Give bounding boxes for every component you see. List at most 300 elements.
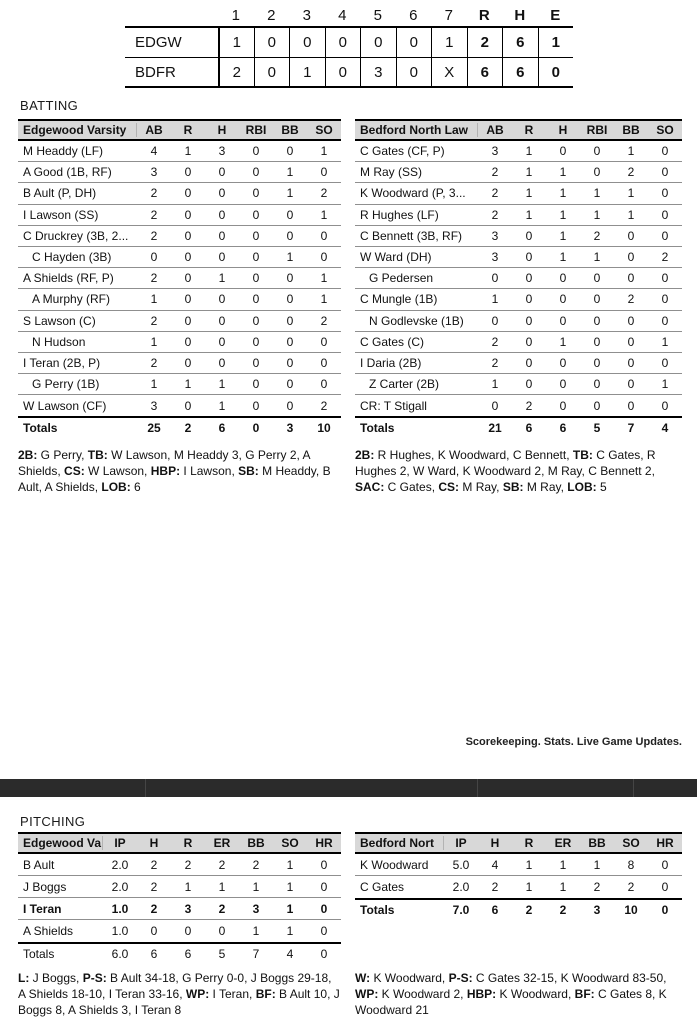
player-row [18,898,341,920]
stat-cell: 0 [627,377,635,392]
stat-cell: 7.0 [452,903,470,917]
player-row [18,395,341,416]
linescore-header-spacer [125,4,218,26]
stat-cell: 2 [150,901,158,916]
note-label: SB: [502,480,524,494]
stat-cell: 1 [286,924,294,938]
stat-cell: 0 [184,313,192,328]
stat-cell: 3 [286,421,294,436]
team-name-header: Bedford North Law [355,123,478,137]
player-name: I Teran [23,901,62,916]
stat-cell: 2 [491,334,499,349]
note-label: HBP: [150,464,181,478]
stat-cell: 0 [491,313,499,328]
score-cell: 0 [538,58,574,86]
stat-cell: 2 [627,880,635,894]
stat-cell: 1 [593,857,601,872]
linescore-team-row [125,28,573,57]
stat-cell: 1 [184,879,192,894]
inning-header-cell: 3 [302,6,311,24]
stat-cell: 1 [525,880,533,894]
stat-cell: 1 [286,857,294,872]
stat-cell: 10 [624,903,638,917]
stat-cell: 0 [525,271,533,286]
stat-cell: 2 [320,186,328,201]
stat-cell: 0 [252,355,260,370]
score-cell: X [431,58,467,86]
stat-cell: 1 [320,144,328,159]
stat-cell: 0 [559,355,567,370]
inning-header-cell: R [478,6,490,24]
player-name: A Good (1B, RF) [23,165,112,180]
stat-cell: 0 [286,313,294,328]
stat-cell: 0 [286,271,294,286]
column-header-bb: BB [247,836,265,850]
score-cell: 2 [467,28,503,57]
stat-cell: 2 [150,879,158,894]
stat-cell: 0 [525,250,533,265]
stat-cell: 1 [593,250,601,265]
linescore-team-row [125,57,573,86]
stat-cell: 0 [661,313,669,328]
player-name: B Ault [23,857,55,872]
stat-cell: 0 [320,228,328,243]
stat-cell: 0 [218,165,226,180]
stat-cell: 0 [661,880,669,894]
stat-cell: 2 [184,421,192,436]
column-header-h: H [217,123,227,137]
stat-cell: 2.0 [111,857,129,872]
stat-cell: 2 [218,857,226,872]
linescore-table [125,4,573,88]
batting-section-title: BATTING [20,98,79,113]
stat-cell: 5.0 [452,857,470,872]
note-label: 2B: [18,448,38,462]
stat-cell: 2 [150,355,158,370]
score-cell: 6 [502,58,538,86]
stat-cell: 0 [661,271,669,286]
player-row [18,289,341,310]
player-row [18,332,341,353]
inning-header-cell: 1 [231,6,240,24]
column-header-r: R [524,123,534,137]
note-label: LOB: [567,480,597,494]
stat-cell: 1.0 [111,901,129,916]
player-row [355,311,682,332]
stat-cell: 0 [320,857,328,872]
stat-cell: 2 [491,355,499,370]
note-label: CS: [64,464,85,478]
stat-cell: 0 [593,313,601,328]
column-header-r: R [183,836,193,850]
score-cell: 3 [360,58,396,86]
table-header-row [355,119,682,141]
stat-cell: 0 [320,879,328,894]
divider-bar [0,779,697,797]
player-row [355,141,682,162]
stat-cell: 0 [525,377,533,392]
stat-cell: 1 [559,186,567,201]
column-header-h: H [558,123,568,137]
score-cell: 0 [254,28,290,57]
stat-cell: 0 [320,901,328,916]
stat-cell: 0 [252,292,260,307]
stat-cell: 0 [627,355,635,370]
player-row [18,226,341,247]
stat-cell: 0 [218,250,226,265]
stat-cell: 0 [252,271,260,286]
player-name: CR: T Stigall [360,398,427,413]
team-abbr: BDFR [135,63,176,81]
stat-cell: 1 [661,334,669,349]
stat-cell: 1 [661,377,669,392]
stat-cell: 0 [661,228,669,243]
player-name: A Murphy (RF) [32,292,111,307]
inning-header-cell: 6 [409,6,418,24]
stat-cell: 10 [317,421,331,436]
stat-cell: 3 [218,144,226,159]
inning-header-cell: H [514,6,526,24]
pitching-table-away [18,832,341,964]
player-name: G Perry (1B) [32,377,100,392]
stat-cell: 0 [661,903,669,917]
stat-cell: 0 [661,292,669,307]
stat-cell: 0 [559,377,567,392]
note-label: BF: [574,987,595,1001]
score-cell: 0 [360,28,396,57]
stat-cell: 0 [525,228,533,243]
totals-row [355,416,682,438]
stat-cell: 6.0 [111,947,129,961]
stat-cell: 2 [593,228,601,243]
stat-cell: 0 [252,144,260,159]
stat-cell: 0 [252,250,260,265]
score-cell: 0 [289,28,325,57]
player-name: C Hayden (3B) [32,250,112,265]
stat-cell: 1 [593,186,601,201]
stat-cell: 1 [320,271,328,286]
player-name: I Teran (2B, P) [23,355,101,370]
stat-cell: 1 [559,334,567,349]
player-row [18,268,341,289]
stat-cell: 0 [320,165,328,180]
stat-cell: 1 [150,334,158,349]
stat-cell: 3 [150,165,158,180]
divider-seam [633,779,634,797]
stat-cell: 1 [559,250,567,265]
stat-cell: 1 [252,879,260,894]
inning-header-cell: 2 [267,6,276,24]
note-label: LOB: [101,480,131,494]
stat-cell: 1 [150,292,158,307]
stat-cell: 1 [627,144,635,159]
stat-cell: 0 [184,924,192,938]
column-header-hr: HR [315,836,333,850]
player-name: J Boggs [23,879,67,894]
stat-cell: 0 [286,377,294,392]
note-label: W: [355,971,371,985]
note-label: TB: [572,448,593,462]
player-row [18,920,341,942]
stat-cell: 2 [627,292,635,307]
column-header-so: SO [315,123,333,137]
column-header-hr: HR [656,836,674,850]
stat-cell: 0 [218,355,226,370]
stat-cell: 0 [593,165,601,180]
player-name: R Hughes (LF) [360,207,439,222]
note-label: CS: [438,480,460,494]
stat-cell: 0 [627,398,635,413]
stat-cell: 0 [491,398,499,413]
stat-cell: 1 [218,879,226,894]
player-row [355,374,682,395]
stat-cell: 1 [559,228,567,243]
stat-cell: 3 [150,398,158,413]
stat-cell: 3 [491,144,499,159]
stat-cell: 25 [147,421,161,436]
stat-cell: 1 [559,207,567,222]
stat-cell: 0 [184,250,192,265]
column-header-bb: BB [622,123,640,137]
stat-cell: 0 [184,228,192,243]
stat-cell: 1 [491,377,499,392]
table-header-row [18,832,341,854]
stat-cell: 0 [184,207,192,222]
stat-cell: 1 [184,377,192,392]
pitching-notes-away: L: J Boggs, P-S: B Ault 34-18, G Perry 0-0, J Boggs 29-18, A Shields 18-10, I Teran 33-16, WP: I Teran, BF: B Ault 10, J Boggs 8, A Shields 3, I Teran 8 [18,971,340,1017]
stat-cell: 0 [661,144,669,159]
stat-cell: 0 [252,165,260,180]
totals-row [18,416,341,438]
stat-cell: 0 [491,271,499,286]
stat-cell: 0 [252,421,260,436]
stat-cell: 0 [627,271,635,286]
player-name: S Lawson (C) [23,313,96,328]
stat-cell: 2 [320,313,328,328]
stat-cell: 2 [491,165,499,180]
player-name: K Woodward (P, 3... [360,186,466,201]
pitching-table-home [355,832,682,920]
stat-cell: 0 [525,355,533,370]
score-cell: 0 [396,28,432,57]
stat-cell: 1 [320,207,328,222]
stat-cell: 0 [559,313,567,328]
player-name: C Druckrey (3B, 2... [23,228,129,243]
stat-cell: 0 [184,186,192,201]
stat-cell: 0 [525,313,533,328]
score-cell: 0 [396,58,432,86]
column-header-bb: BB [588,836,606,850]
column-header-so: SO [622,836,640,850]
stat-cell: 2 [491,207,499,222]
stat-cell: 0 [184,165,192,180]
stat-cell: 1 [150,377,158,392]
stat-cell: 0 [218,292,226,307]
player-row [18,374,341,395]
player-row [355,854,682,876]
stat-cell: 0 [184,292,192,307]
stat-cell: 0 [593,292,601,307]
inning-header-cell: 7 [444,6,453,24]
player-name: N Godlevske (1B) [369,313,464,328]
stat-cell: 1 [218,398,226,413]
divider-seam [477,779,478,797]
stat-cell: 0 [252,377,260,392]
stat-cell: 2.0 [111,879,129,894]
stat-cell: 3 [184,901,192,916]
stat-cell: 0 [593,334,601,349]
totals-row [355,898,682,920]
note-label: TB: [87,448,108,462]
team-name-header: Edgewood Va [18,836,103,850]
column-header-rbi: RBI [245,123,267,137]
note-label: P-S: [82,971,107,985]
stat-cell: 2 [627,165,635,180]
totals-row [18,942,341,964]
stat-cell: 0 [252,334,260,349]
stat-cell: 1 [491,292,499,307]
score-cell: 0 [254,58,290,86]
stat-cell: 0 [661,186,669,201]
stat-cell: 0 [286,355,294,370]
promo-tagline: Scorekeeping. Stats. Live Game Updates. [465,736,682,748]
stat-cell: 0 [320,355,328,370]
stat-cell: 1 [286,901,294,916]
stat-cell: 0 [218,313,226,328]
stat-cell: 2 [150,271,158,286]
note-label: SAC: [355,480,385,494]
player-name: N Hudson [32,334,86,349]
totals-label: Totals [23,947,55,961]
stat-cell: 0 [559,271,567,286]
stat-cell: 1 [286,250,294,265]
stat-cell: 1 [286,165,294,180]
score-cell: 2 [218,58,254,86]
note-label: SB: [238,464,259,478]
player-row [355,268,682,289]
batting-table-away [18,119,341,438]
player-name: M Headdy (LF) [23,144,104,159]
stat-cell: 1 [252,924,260,938]
stat-cell: 2 [184,857,192,872]
stat-cell: 3 [593,903,601,917]
stat-cell: 0 [184,271,192,286]
stat-cell: 2 [320,398,328,413]
stat-cell: 1 [525,186,533,201]
stat-cell: 0 [218,334,226,349]
stat-cell: 1 [525,144,533,159]
stat-cell: 2 [491,186,499,201]
stat-cell: 0 [525,292,533,307]
note-label: WP: [185,987,210,1001]
stat-cell: 1 [627,207,635,222]
player-row [355,289,682,310]
player-name: C Bennett (3B, RF) [360,228,463,243]
stat-cell: 2 [525,398,533,413]
player-name: M Ray (SS) [360,165,423,180]
stat-cell: 3 [252,901,260,916]
score-cell: 1 [289,58,325,86]
stat-cell: 1 [184,144,192,159]
player-name: C Gates (C) [360,334,425,349]
stat-cell: 1 [525,165,533,180]
table-header-row [355,832,682,854]
stat-cell: 0 [286,144,294,159]
stat-cell: 1 [525,857,533,872]
column-header-er: ER [213,836,231,850]
stat-cell: 0 [150,250,158,265]
stat-cell: 4 [286,947,294,961]
note-label: WP: [355,987,379,1001]
stat-cell: 0 [320,947,328,961]
stat-cell: 0 [286,334,294,349]
team-name-header: Bedford Nort [355,836,444,850]
stat-cell: 0 [218,228,226,243]
player-row [18,876,341,898]
player-row [355,332,682,353]
stat-cell: 0 [559,144,567,159]
player-row [355,395,682,416]
player-name: C Gates (CF, P) [360,144,445,159]
column-header-er: ER [554,836,572,850]
batting-table-home [355,119,682,438]
player-row [18,311,341,332]
column-header-h: H [149,836,159,850]
inning-header-cell: 4 [338,6,347,24]
totals-label: Totals [360,421,395,436]
column-header-ab: AB [145,123,163,137]
stat-cell: 1 [559,857,567,872]
stat-cell: 3 [491,250,499,265]
team-name-header: Edgewood Varsity [18,123,137,137]
team-abbr: EDGW [135,34,182,51]
player-name: B Ault (P, DH) [23,186,97,201]
note-label: L: [18,971,30,985]
stat-cell: 0 [559,398,567,413]
column-header-so: SO [656,123,674,137]
stat-cell: 0 [184,398,192,413]
stat-cell: 0 [320,334,328,349]
player-row [18,183,341,204]
stat-cell: 2 [150,313,158,328]
stat-cell: 0 [252,228,260,243]
stat-cell: 8 [627,857,635,872]
stat-cell: 0 [559,292,567,307]
stat-cell: 2 [218,901,226,916]
stat-cell: 0 [184,355,192,370]
stat-cell: 0 [627,334,635,349]
divider-seam [145,779,146,797]
stat-cell: 0 [593,398,601,413]
stat-cell: 1 [559,165,567,180]
stat-cell: 0 [252,186,260,201]
player-row [18,141,341,162]
stat-cell: 2 [150,228,158,243]
score-cell: 1 [218,28,254,57]
stat-cell: 2 [661,250,669,265]
pitching-notes-home: W: K Woodward, P-S: C Gates 32-15, K Woodward 83-50, WP: K Woodward 2, HBP: K Woodward, BF: C Gates 8, K Woodward 21 [355,971,667,1017]
stat-cell: 0 [320,250,328,265]
stat-cell: 0 [286,398,294,413]
stat-cell: 1 [218,377,226,392]
note-label: 2B: [355,448,375,462]
column-header-ab: AB [486,123,504,137]
stat-cell: 2 [525,903,533,917]
linescore-body [125,26,573,88]
stat-cell: 1 [559,880,567,894]
column-header-ip: IP [114,836,126,850]
column-header-ip: IP [455,836,467,850]
